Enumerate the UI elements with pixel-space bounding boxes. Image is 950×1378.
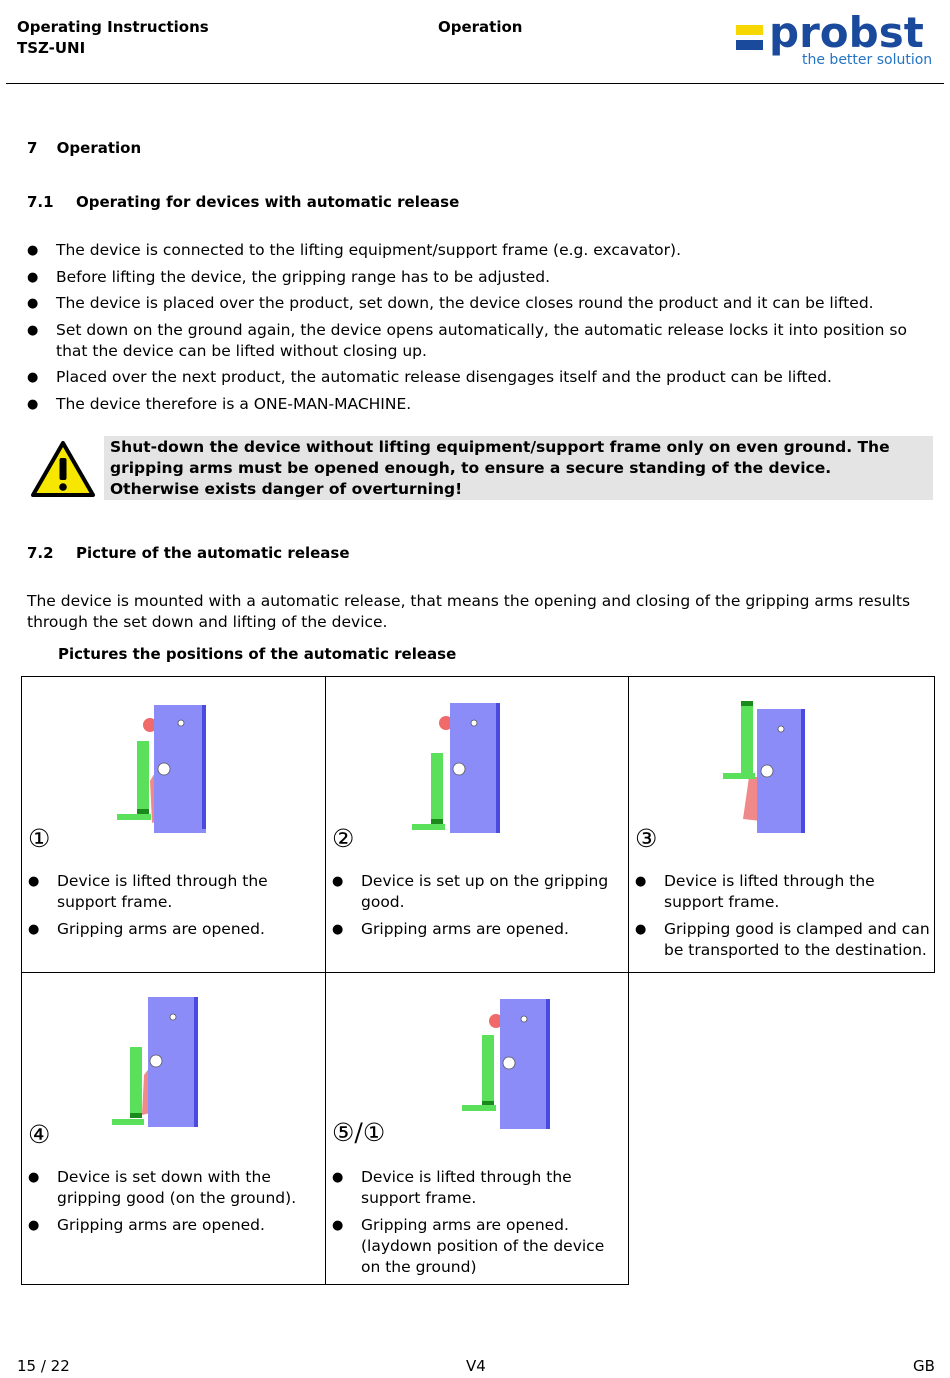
doc-title: Operating Instructions xyxy=(17,18,209,36)
logo-bar-blue xyxy=(736,40,763,50)
operation-bullet-list xyxy=(27,240,927,420)
release-diagram-icon xyxy=(410,701,510,837)
list-item: ● Placed over the next product, the automatic release disengages itself and the product can be lifted. xyxy=(27,367,927,388)
probst-logo xyxy=(736,8,936,72)
list-item: ● Gripping arms are opened. xyxy=(332,919,624,940)
list-item: ● Device is set down with the gripping good (on the ground). xyxy=(28,1167,321,1209)
list-item: ● Gripping arms are opened. xyxy=(28,919,321,940)
page-number: 15 / 22 xyxy=(17,1357,70,1375)
section-number: 7.2 xyxy=(27,544,54,562)
position-number: ⑤/① xyxy=(332,1118,386,1147)
list-item: ● Device is lifted through the support frame. xyxy=(635,871,930,913)
list-item: ● The device is placed over the product, set down, the device closes round the product and it can be lifted. xyxy=(27,293,927,314)
position-number: ③ xyxy=(635,824,658,853)
release-diagram-icon xyxy=(721,699,821,839)
position-number: ④ xyxy=(28,1120,51,1149)
release-diagram-icon xyxy=(114,701,214,837)
warning-danger-text: Otherwise exists danger of overturning! xyxy=(110,480,463,498)
position-cell-4 xyxy=(22,973,326,1285)
header-left xyxy=(17,17,209,59)
section-72-heading xyxy=(27,544,350,562)
list-item: ● Gripping good is clamped and can be transported to the destination. xyxy=(635,919,930,961)
position-cell-1 xyxy=(22,677,326,973)
warning-triangle-icon xyxy=(30,440,96,498)
release-diagram-icon xyxy=(110,995,210,1131)
doc-version: V4 xyxy=(466,1357,486,1375)
section-title: Operation xyxy=(56,139,142,157)
list-item: ● Device is lifted through the support frame. xyxy=(28,871,321,913)
section-72-intro: The device is mounted with a automatic release, that means the opening and closing of the gripping arms results through the set down and lifting of the device. xyxy=(27,592,911,631)
list-item: ● The device is connected to the lifting equipment/support frame (e.g. excavator). xyxy=(27,240,927,261)
position-cell-3 xyxy=(629,677,935,973)
section-7-heading xyxy=(27,139,141,157)
table-caption: Pictures the positions of the automatic release xyxy=(58,645,457,663)
list-item: ● The device therefore is a ONE-MAN-MACHINE. xyxy=(27,394,927,415)
position-bullets xyxy=(635,871,930,966)
position-cell-2 xyxy=(326,677,629,973)
doc-model: TSZ-UNI xyxy=(17,39,86,57)
header-rule xyxy=(6,83,944,84)
list-item: ● Device is set up on the gripping good. xyxy=(332,871,624,913)
position-number: ① xyxy=(28,824,51,853)
empty-cell xyxy=(629,973,935,1285)
logo-tagline: the better solution xyxy=(802,52,933,68)
positions-table xyxy=(21,676,935,1285)
list-item: ● Gripping arms are opened. xyxy=(28,1215,321,1236)
position-bullets xyxy=(28,1167,321,1241)
warning-box xyxy=(104,436,933,500)
section-title: Picture of the automatic release xyxy=(76,544,350,562)
language-code: GB xyxy=(913,1357,935,1375)
section-title: Operating for devices with automatic release xyxy=(76,193,460,211)
position-bullets xyxy=(332,871,624,945)
position-cell-5 xyxy=(326,973,629,1285)
section-71-heading xyxy=(27,193,460,211)
list-item: ● Before lifting the device, the gripping range has to be adjusted. xyxy=(27,267,927,288)
list-item: ● Set down on the ground again, the device opens automatically, the automatic release locks it into position so that the device can be lifted without closing up. xyxy=(27,320,927,362)
logo-wordmark: probst xyxy=(769,8,924,57)
logo-bar-yellow xyxy=(736,25,763,35)
header-chapter: Operation xyxy=(438,18,523,36)
position-bullets xyxy=(332,1167,624,1283)
list-item: ● Device is lifted through the support frame. xyxy=(332,1167,624,1209)
section-number: 7 xyxy=(27,139,38,157)
list-item: ● Gripping arms are opened. (laydown position of the device on the ground) xyxy=(332,1215,624,1278)
warning-text: Shut-down the device without lifting equipment/support frame only on even ground. The gripping arms must be opened enough, to ensure a secure standing of the device. xyxy=(110,438,890,477)
release-diagram-icon xyxy=(460,997,560,1133)
position-number: ② xyxy=(332,824,355,853)
section-number: 7.1 xyxy=(27,193,54,211)
position-bullets xyxy=(28,871,321,945)
